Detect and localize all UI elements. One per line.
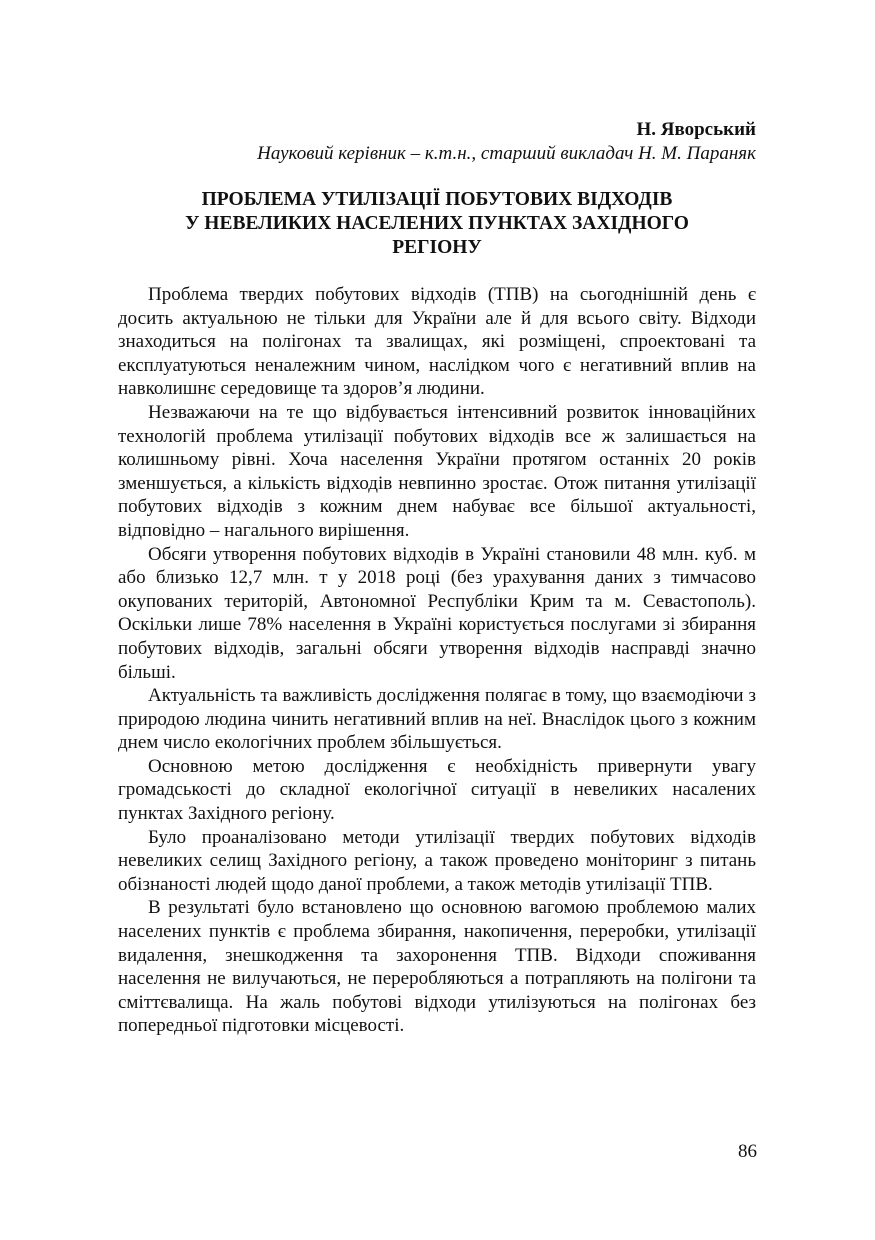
body-paragraph: Актуальність та важливість дослідження полягає в тому, що взаємодіючи з природою людина чинить негативний вплив на неї. Внаслідок цього з кожним днем число екологічних проблем збільшується. bbox=[118, 685, 756, 754]
article-title bbox=[118, 188, 756, 260]
body-paragraph: Незважаючи на те що відбувається інтенсивний розвиток інноваційних технологій проблема утилізації побутових відходів все ж залишається на колишньому рівні. Хоча населення України протягом останніх 20 років зменшується, а кількість відходів невпинно зростає. Отож питання утилізації побутових відходів з кожним днем набуває все більшої актуальності, відповідно – нагального вирішення. bbox=[118, 401, 756, 541]
body-paragraph: В результаті було встановлено що основною вагомою проблемою малих населених пунктів є проблема збирання, накопичення, переробки, утилізації видалення, знешкодження та захоронення ТПВ. Відходи споживання населення не вилучаються, не переробляються а потрапляють на полігони та сміттєвалища. На жаль побутові відходи утилізуються на полігонах без попередньої підготовки місцевості. bbox=[118, 897, 756, 1037]
body-paragraph: Обсяги утворення побутових відходів в Україні становили 48 млн. куб. м або близько 12,7 млн. т у 2018 році (без урахування даних з тимчасово окупованих територій, Автономної Республіки Крим та м. Севастополь). Оскільки лише 78% населення в Україні користується послугами зі збирання побутових відходів, загальні обсяги утворення відходів насправді значно більші. bbox=[118, 543, 756, 683]
supervisor-line: Науковий керівник – к.т.н., старший викладач Н. М. Параняк bbox=[257, 143, 756, 164]
title-line: У НЕВЕЛИКИХ НАСЕЛЕНИХ ПУНКТАХ ЗАХІДНОГО bbox=[185, 213, 689, 234]
author-name: Н. Яворський bbox=[636, 119, 756, 140]
document-page bbox=[118, 118, 756, 1038]
page-number: 86 bbox=[738, 1141, 757, 1162]
title-line: РЕГІОНУ bbox=[392, 237, 482, 258]
body-paragraph: Було проаналізовано методи утилізації твердих побутових відходів невеликих селищ Західного регіону, а також проведено моніторинг з питань обізнаності людей щодо даної проблеми, а також методів утилізації ТПВ. bbox=[118, 826, 756, 895]
body-paragraph: Проблема твердих побутових відходів (ТПВ) на сьогоднішній день є досить актуальною не тільки для України але й для всього світу. Відходи знаходиться на полігонах та звалищах, які розміщені, спроектовані та експлуатуються неналежним чином, наслідком чого є негативний вплив на навколишнє середовище та здоров’я людини. bbox=[118, 284, 756, 400]
title-line: ПРОБЛЕМА УТИЛІЗАЦІЇ ПОБУТОВИХ ВІДХОДІВ bbox=[201, 189, 673, 210]
article-body bbox=[118, 283, 756, 1038]
body-paragraph: Основною метою дослідження є необхідність привернути увагу громадськості до складної екологічної ситуації в невеликих насалених пунктах Західного регіону. bbox=[118, 755, 756, 825]
